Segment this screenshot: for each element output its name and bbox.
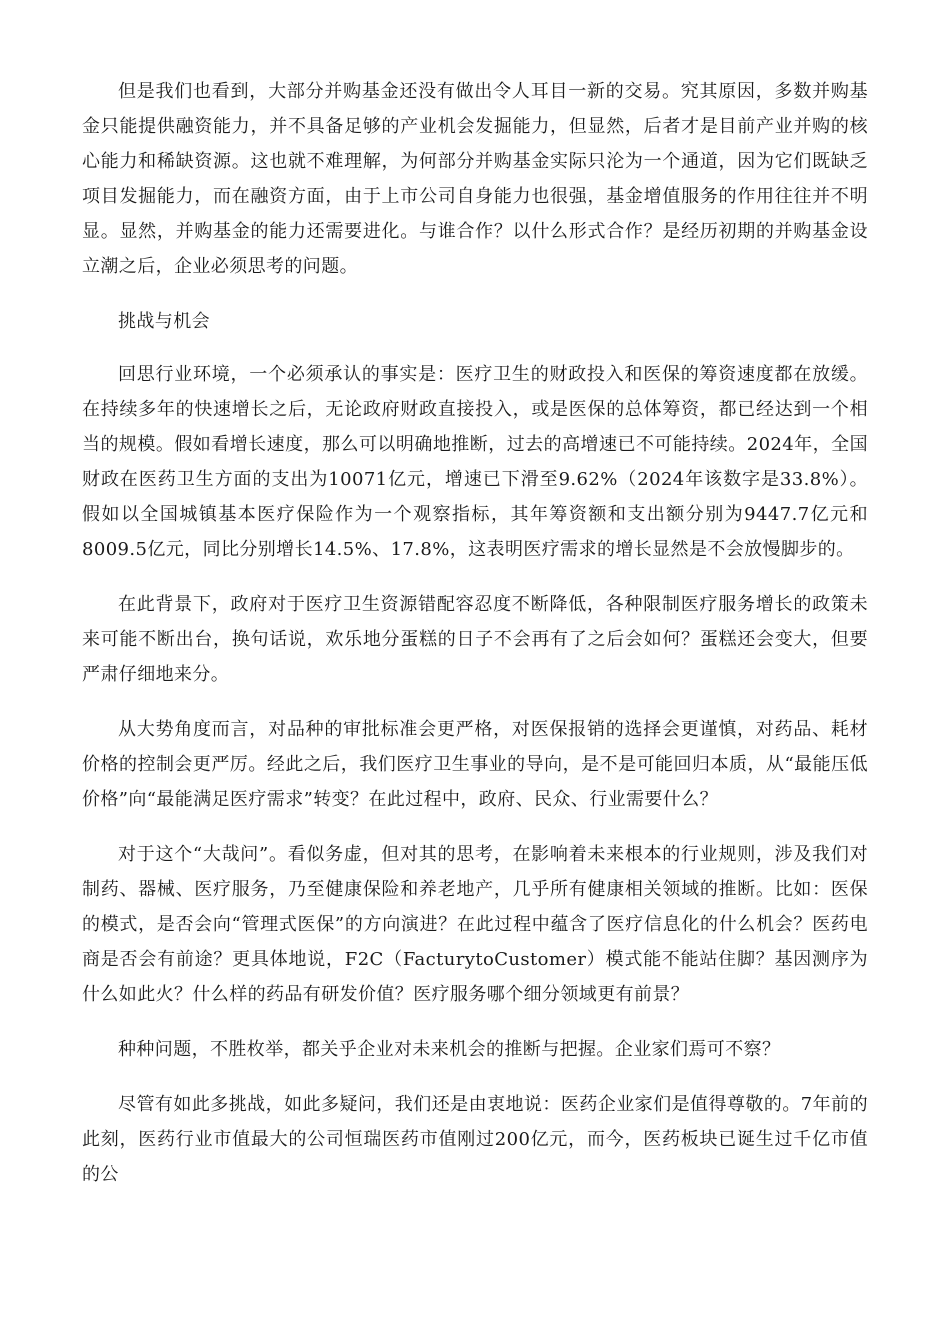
paragraph-many-questions: 种种问题，不胜枚举，都关乎企业对未来机会的推断与把握。企业家们焉可不察？: [118, 1039, 781, 1060]
paragraph-overall-trend: 从大势角度而言，对品种的审批标准会更严格，对医保报销的选择会更谨慎，对药品、耗材价格的控制会更严厉。经此之后，我们医疗卫生事业的导向，是不是可能回归本质，从“最能压低价格”向“最能满足医疗需求”转变？在此过程中，政府、民众、行业需要什么？: [82, 719, 868, 810]
section-heading-challenges-opportunities: 挑战与机会: [118, 311, 210, 332]
paragraph-policy-background: 在此背景下，政府对于医疗卫生资源错配容忍度不断降低，各种限制医疗服务增长的政策未来可能不断出台，换句话说，欢乐地分蛋糕的日子不会再有了之后会如何？蛋糕还会变大，但要严肃仔细地来分。: [82, 594, 868, 685]
document-body: [82, 74, 868, 1212]
paragraph-merger-funds: 但是我们也看到，大部分并购基金还没有做出令人耳目一新的交易。究其原因，多数并购基金只能提供融资能力，并不具备足够的产业机会发掘能力，但显然，后者才是目前产业并购的核心能力和稀缺资源。这也就不难理解，为何部分并购基金实际只沦为一个通道，因为它们既缺乏项目发掘能力，而在融资方面，由于上市公司自身能力也很强，基金增值服务的作用往往并不明显。显然，并购基金的能力还需要进化。与谁合作？以什么形式合作？是经历初期的并购基金设立潮之后，企业必须思考的问题。: [82, 81, 868, 277]
paragraph-entrepreneurs-respect: 尽管有如此多挑战，如此多疑问，我们还是由衷地说：医药企业家们是值得尊敬的。7年前的此刻，医药行业市值最大的公司恒瑞医药市值刚过200亿元，而今，医药板块已诞生过千亿市值的公: [82, 1094, 868, 1185]
paragraph-industry-environment: 回思行业环境，一个必须承认的事实是：医疗卫生的财政投入和医保的筹资速度都在放缓。在持续多年的快速增长之后，无论政府财政直接投入，或是医保的总体筹资，都已经达到一个相当的规模。假如看增长速度，那么可以明确地推断，过去的高增速已不可能持续。2024年，全国财政在医药卫生方面的支出为10071亿元，增速已下滑至9.62%（2024年该数字是33.8%）。假如以全国城镇基本医疗保险作为一个观察指标，其年筹资额和支出额分别为9447.7亿元和8009.5亿元，同比分别增长14.5%、17.8%，这表明医疗需求的增长显然是不会放慢脚步的。: [82, 364, 868, 560]
paragraph-big-question: 对于这个“大哉问”。看似务虚，但对其的思考，在影响着未来根本的行业规则，涉及我们对制药、器械、医疗服务，乃至健康保险和养老地产，几乎所有健康相关领域的推断。比如：医保的模式，是否会向“管理式医保”的方向演进？在此过程中蕴含了医疗信息化的什么机会？医药电商是否会有前途？更具体地说，F2C（FacturytoCustomer）模式能不能站住脚？基因测序为什么如此火？什么样的药品有研发价值？医疗服务哪个细分领域更有前景？: [82, 844, 868, 1005]
